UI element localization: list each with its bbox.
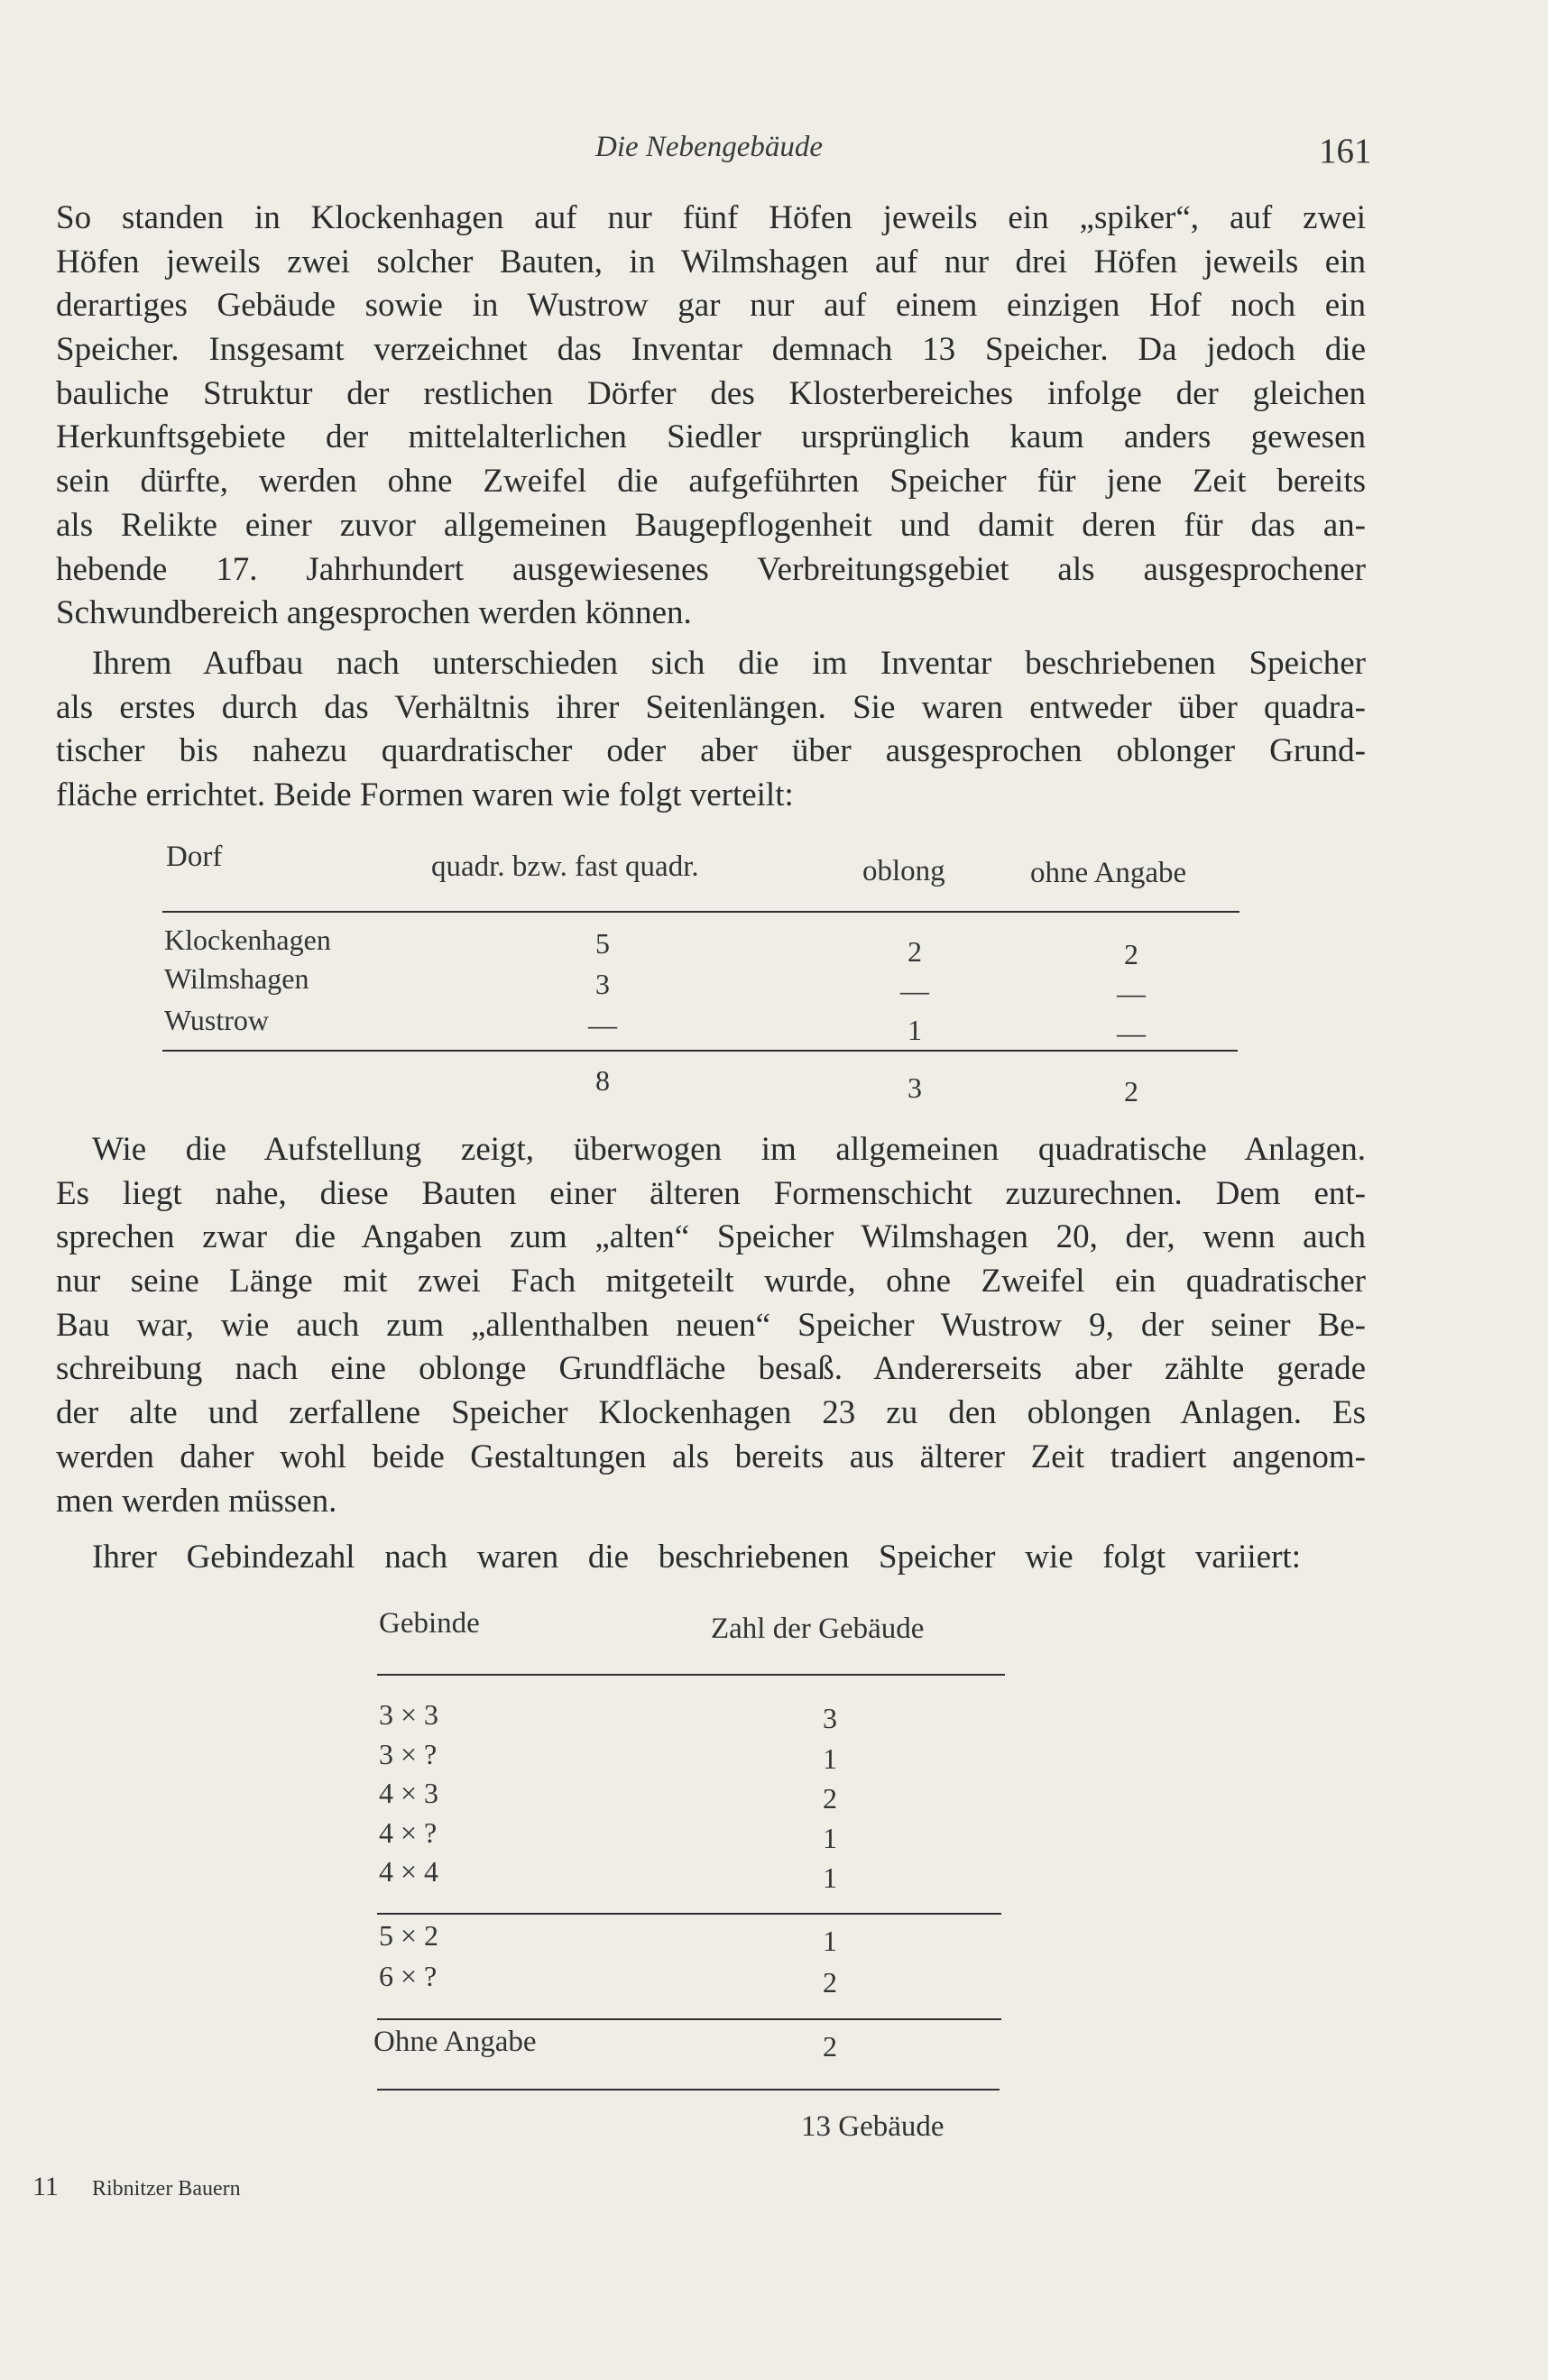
table-cell: 6 × ? [379, 1960, 438, 1992]
text-line: derartiges Gebäude sowie in Wustrow gar nur auf einem einzigen Hof noch ein [56, 287, 1366, 325]
text-line: Speicher. Insgesamt verzeichnet das Inventar demnach 13 Speicher. Da jedoch die [56, 331, 1366, 369]
column-header-gebinde: Gebinde [379, 1607, 480, 1640]
text-line: bauliche Struktur der restlichen Dörfer des Klosterbereiches infolge der gleichen [56, 374, 1366, 412]
column-header-no-data: ohne Angabe [1030, 857, 1187, 889]
table-cell: 5 [595, 927, 610, 960]
text-line: Herkunftsgebiete der mittelalterlichen Siedler ursprünglich kaum anders gewesen [56, 418, 1366, 456]
table-cell: 5 × 2 [379, 1919, 439, 1952]
table-rule [162, 911, 1239, 913]
column-header-count: Zahl der Gebäude [711, 1613, 925, 1645]
table-cell: 2 [908, 935, 922, 968]
table-cell: 1 [823, 1822, 837, 1854]
table-total: 2 [1124, 1075, 1138, 1107]
column-header-dorf: Dorf [166, 841, 223, 873]
table-cell: 2 [823, 1782, 837, 1815]
text-line: schreibung nach eine oblonge Grundfläche besaß. Andererseits aber zählte gerade [56, 1350, 1366, 1388]
text-line: tischer bis nahezu quardratischer oder aber über ausgesprochen oblonger Grund- [56, 732, 1366, 770]
table-cell: 1 [823, 1861, 837, 1894]
table-cell: Klockenhagen [164, 924, 331, 956]
text-line: nur seine Länge mit zwei Fach mitgeteilt wurde, ohne Zweifel ein quadratischer [56, 1263, 1366, 1300]
table-rule [377, 1913, 1001, 1915]
table-cell: Wilmshagen [164, 962, 309, 995]
page-number: 161 [1319, 132, 1372, 170]
text-line: Ihrer Gebindezahl nach waren die beschriebenen Speicher wie folgt variiert: [92, 1539, 1301, 1576]
text-line: werden daher wohl beide Gestaltungen als bereits aus älterer Zeit tradiert angenom- [56, 1438, 1366, 1475]
text-line: Wie die Aufstellung zeigt, überwogen im allgemeinen quadratische Anlagen. [92, 1131, 1366, 1168]
text-line: sprechen zwar die Angaben zum „alten“ Speicher Wilmshagen 20, der, wenn auch [56, 1218, 1366, 1256]
table-cell: 4 × 3 [379, 1777, 439, 1809]
text-line: als erstes durch das Verhältnis ihrer Seitenlängen. Sie waren entweder über quadra- [56, 688, 1366, 726]
text-line: fläche errichtet. Beide Formen waren wie folgt verteilt: [56, 776, 794, 814]
text-line: Höfen jeweils zwei solcher Bauten, in Wilmshagen auf nur drei Höfen jeweils ein [56, 243, 1366, 280]
column-header-oblong: oblong [862, 855, 945, 887]
text-line: als Relikte einer zuvor allgemeinen Baugepflogenheit und damit deren für das an- [56, 506, 1366, 544]
paragraph-4 [56, 1536, 1301, 1580]
text-line: men werden müssen. [56, 1482, 337, 1520]
printer-short-title: Ribnitzer Bauern [92, 2177, 241, 2201]
column-header-quadratic: quadr. bzw. fast quadr. [431, 850, 699, 883]
text-line: Ihrem Aufbau nach unterschieden sich die im Inventar beschriebenen Speicher [92, 645, 1366, 682]
table-cell: 1 [823, 1925, 837, 1957]
table-cell: — [900, 974, 929, 1006]
text-line: Bau war, wie auch zum „allenthalben neuen“ Speicher Wustrow 9, der seiner Be- [56, 1306, 1366, 1344]
table-cell: — [1117, 1016, 1146, 1049]
table-cell: — [1117, 977, 1146, 1009]
table-cell: 3 [823, 1702, 837, 1734]
text-line: Es liegt nahe, diese Bauten einer älteren Formenschicht zuzurechnen. Dem ent- [56, 1174, 1366, 1212]
running-head: Die Nebengebäude [595, 131, 823, 163]
table-cell: 1 [908, 1014, 922, 1046]
text-line: So standen in Klockenhagen auf nur fünf Höfen jeweils ein „spiker“, auf zwei [56, 199, 1366, 236]
table-cell: 2 [823, 2030, 837, 2063]
paragraph-1 [56, 197, 1366, 636]
table-rule [377, 2089, 1000, 2091]
table-cell: Ohne Angabe [373, 2026, 537, 2058]
paragraph-2 [56, 642, 1366, 818]
table-cell: 2 [823, 1966, 837, 1999]
text-line: hebende 17. Jahrhundert ausgewiesenes Verbreitungsgebiet als ausgesprochener [56, 550, 1366, 588]
table-rule [377, 1674, 1005, 1676]
text-line: sein dürfte, werden ohne Zweifel die aufgeführten Speicher für jene Zeit bereits [56, 463, 1366, 501]
printer-signature: 11 [32, 2172, 59, 2201]
table-total: 13 Gebäude [801, 2110, 944, 2143]
table-rule [162, 1050, 1238, 1052]
table-cell: 4 × ? [379, 1816, 438, 1849]
table-cell: 2 [1124, 938, 1138, 970]
table-cell: 1 [823, 1742, 837, 1775]
text-line: der alte und zerfallene Speicher Klockenhagen 23 zu den oblongen Anlagen. Es [56, 1394, 1366, 1432]
table-total: 3 [908, 1071, 922, 1104]
paragraph-3 [56, 1128, 1366, 1523]
table-cell: 3 × ? [379, 1738, 438, 1770]
table-cell: Wustrow [164, 1004, 270, 1036]
table-cell: — [588, 1008, 617, 1041]
table-rule [377, 2018, 1001, 2020]
text-line: Schwundbereich angesprochen werden können. [56, 594, 692, 632]
table-cell: 4 × 4 [379, 1855, 439, 1888]
table-cell: 3 × 3 [379, 1698, 439, 1731]
table-total: 8 [595, 1064, 610, 1097]
table-cell: 3 [595, 968, 610, 1000]
